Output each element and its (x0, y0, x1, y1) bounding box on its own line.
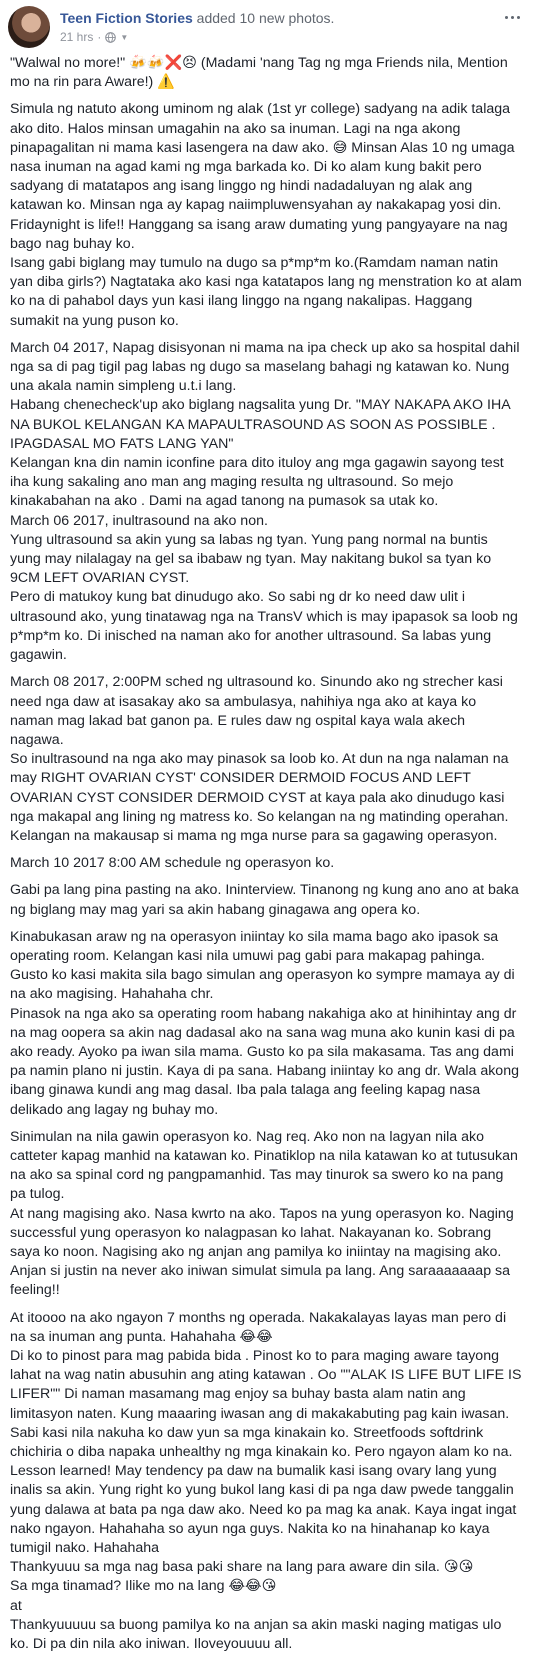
post-paragraph: March 10 2017 8:00 AM schedule ng operasyon ko. (10, 855, 335, 872)
post-paragraph: Simula ng natuto akong uminom ng alak (1st yr college) sadyang na adik talaga ako dito. Halos minsan umagahin na ako sa inuman. Lagi na nga akong pinapagalitan ni mama kasi lasengera na daw ako. 😅 Minsan Alas 10 ng umaga nasa inuman na agad kami ng mga barkada ko. Di ko alam kung bakit pero sadyang di matatapos ang isang linggo ng hindi nadadaluyan ng alak ang katawan ko. Minsan nga ay kapag naiimpluwensyahan ay nakakapag yosi din. Fridaynight is life!! Hanggang sa isang araw dumating yung pangyayare na nag bago nag buhay ko. Isang gabi biglang may tumulo na dugo sa p*mp*m ko.(Ramdam naman natin yan diba girls?) Nagtataka ako kasi nga katatapos lang ng menstration ko at alam ko na di pahabol days yun kasi ilang linggo na ngang nakalipas. Haggang sumakit na yung puson ko. (10, 101, 522, 329)
chevron-down-icon[interactable]: ▼ (120, 32, 129, 42)
post-paragraph: "Walwal no more!" 🍻🍻❌😣 (Madami 'nang Tag ng mga Friends nila, Mention mo na rin para Aware!) ⚠️ (10, 55, 508, 91)
page-avatar[interactable] (8, 6, 50, 48)
post-author-line (60, 10, 334, 26)
post-header (8, 6, 529, 50)
post-paragraph: At itoooo na ako ngayon 7 months ng operada. Nakakalayas layas man pero di na sa inuman ang punta. Hahahaha 😂😂 Di ko to pinost para mag pabida bida . Pinost ko to para maging aware tayong lahat na wag natin abusuhin ang ating katawan . Oo ""ALAK IS LIFE BUT LIFE IS LIFER"" Di naman masamang mag enjoy sa buhay basta alam natin ang limitasyon naten. Kung maaaring iwasan ang di makakabuting pag kain iwasan. Sabi kasi nila nakuha ko daw yun sa mga kinakain ko. Streetfoods softdrink chichiria o diba napaka unhealthy ng mga kinakain ko. Pero ngayon alam ko na. Lesson learned! May tendency pa daw na bumalik kasi isang ovary lang yung inalis sa akin. Yung right ko yung bukol lang kasi di pa nga daw pwede tanggalin yung dalawa at bata pa nga daw ako. Need ko pa mag ka anak. Kaya ingat ingat nako ngayon. Hahahaha so ayun nga guys. Nakita ko na hinahanap ko kaya tumigil nako. Hahahaha Thankyuuu sa mga nag basa paki share na lang para aware din sila. 😘😘 Sa mga tinamad? Ilike mo na lang 😂😂😘 at Thankyuuuuu sa buong pamilya ko na anjan sa akin maski naging matigas ulo ko. Di pa din nila ako iniwan. Iloveyouuuu all. (10, 1309, 522, 1653)
post-paragraph: March 08 2017, 2:00PM sched ng ultrasound ko. Sinundo ako ng strecher kasi need nga daw at isasakay ako sa ambulasya, nahihiya nga ako at kaya ko naman mag lakad bat ganon pa. E rules daw ng ospital kaya wala akech nagawa. So inultrasound na nga ako may pinasok sa loob ko. At dun na nga nalaman na may RIGHT OVARIAN CYST' CONSIDER DERMOID FOCUS AND LEFT OVARIAN CYST CONSIDER DERMOID CYST at kaya pala ako dinudugo kasi nga makapal ang lining ng matress ko. So kelangan na ng matinding operahan. Kelangan na makausap si mama ng mga nurse para sa gagawing operasyon. (10, 674, 509, 844)
more-options-icon[interactable] (499, 8, 525, 26)
post-action-text: added 10 new photos. (196, 10, 335, 26)
post-paragraph: Gabi pa lang pina pasting na ako. Ininterview. Tinanong ng kung ano ano at baka ng biglang may mag yari sa akin habang ginagawa ang opera ko. (10, 882, 519, 918)
post-text (10, 54, 522, 1662)
post-meta (60, 30, 128, 44)
globe-icon[interactable] (105, 32, 116, 43)
post-paragraph: March 04 2017, Napag disisyonan ni mama na ipa check up ako sa hospital dahil nga sa di pag tigil pag labas ng dugo sa maselang bahagi ng katawan ko. Nung una akala namin simpleng u.t.i lang. Habang chenecheck'up ako biglang nagsalita yung Dr. "MAY NAKAPA AKO IHA NA BUKOL KELANGAN KA MAPAULTRASOUND AS SOON AS POSSIBLE . IPAGDASAL MO FATS LANG YAN" Kelangan kna din namin iconfine para dito ituloy ang mga gagawin sayong test iha kung sakaling ano man ang maging resulta ng ultrasound. So mejo kinakabahan na ako . Dami na agad tanong na pumasok sa utak ko. March 06 2017, inultrasound na ako non. Yung ultrasound sa akin yung sa labas ng tyan. Yung pang normal na buntis yung may nilalagay na gel sa ibabaw ng tyan. May nakitang bukol sa tyan ko 9CM LEFT OVARIAN CYST. Pero di matukoy kung bat dinudugo ako. So sabi ng dr ko need daw ulit i ultrasound ako, yung tinatawag nga na TransV which is may ipapasok sa loob ng p*mp*m ko. Di inisched na naman ako for another ultrasound. Sa labas yung gagawin. (10, 339, 520, 664)
meta-separator: · (97, 30, 102, 44)
post-timestamp[interactable]: 21 hrs (60, 30, 94, 44)
post-paragraph: Kinabukasan araw ng na operasyon iniintay ko sila mama bago ako ipasok sa operating room. Kelangan kasi nila umuwi pag gabi para makapag pahinga. Gusto ko kasi makita sila bago simulan ang operasyon ko sympre mamaya ay di na ako magising. Hahahaha chr. Pinasok na nga ako sa operating room habang nakahiga ako at hinihintay ang dr na mag oopera sa akin nag dadasal ako na sana wag muna ako kunin kasi di pa ako ready. Ayoko pa iwan sila mama. Gusto ko pa sila makasama. Tas ang dami pa namin plano ni justin. Kaya di pa sana. Habang iniintay ko ang dr. Wala akong ibang ginawa kundi ang mag dasal. Iba pala talaga ang feeling kapag nasa delikado ang lagay ng buhay mo. (10, 928, 519, 1118)
page-name-link[interactable]: Teen Fiction Stories (60, 10, 193, 26)
post-paragraph: Sinimulan na nila gawin operasyon ko. Nag req. Ako non na lagyan nila ako catteter kapag manhid na katawan ko. Pinatiklop na nila katawan ko at tutusukan na ako sa spinal cord ng pangpamanhid. Tas may tinurok sa swero ko na pang pa tulog. At nang magising ako. Nasa kwrto na ako. Tapos na yung operasyon ko. Naging successful yung operasyon ko nalagpasan ko lahat. Nakayanan ko. Sobrang saya ko noon. Nagising ako ng anjan ang pamilya ko iniintay na magising ako. Anjan si justin na never ako iniwan simulat simula pa lang. Ang saraaaaaaap sa feeling!! (10, 1128, 518, 1299)
